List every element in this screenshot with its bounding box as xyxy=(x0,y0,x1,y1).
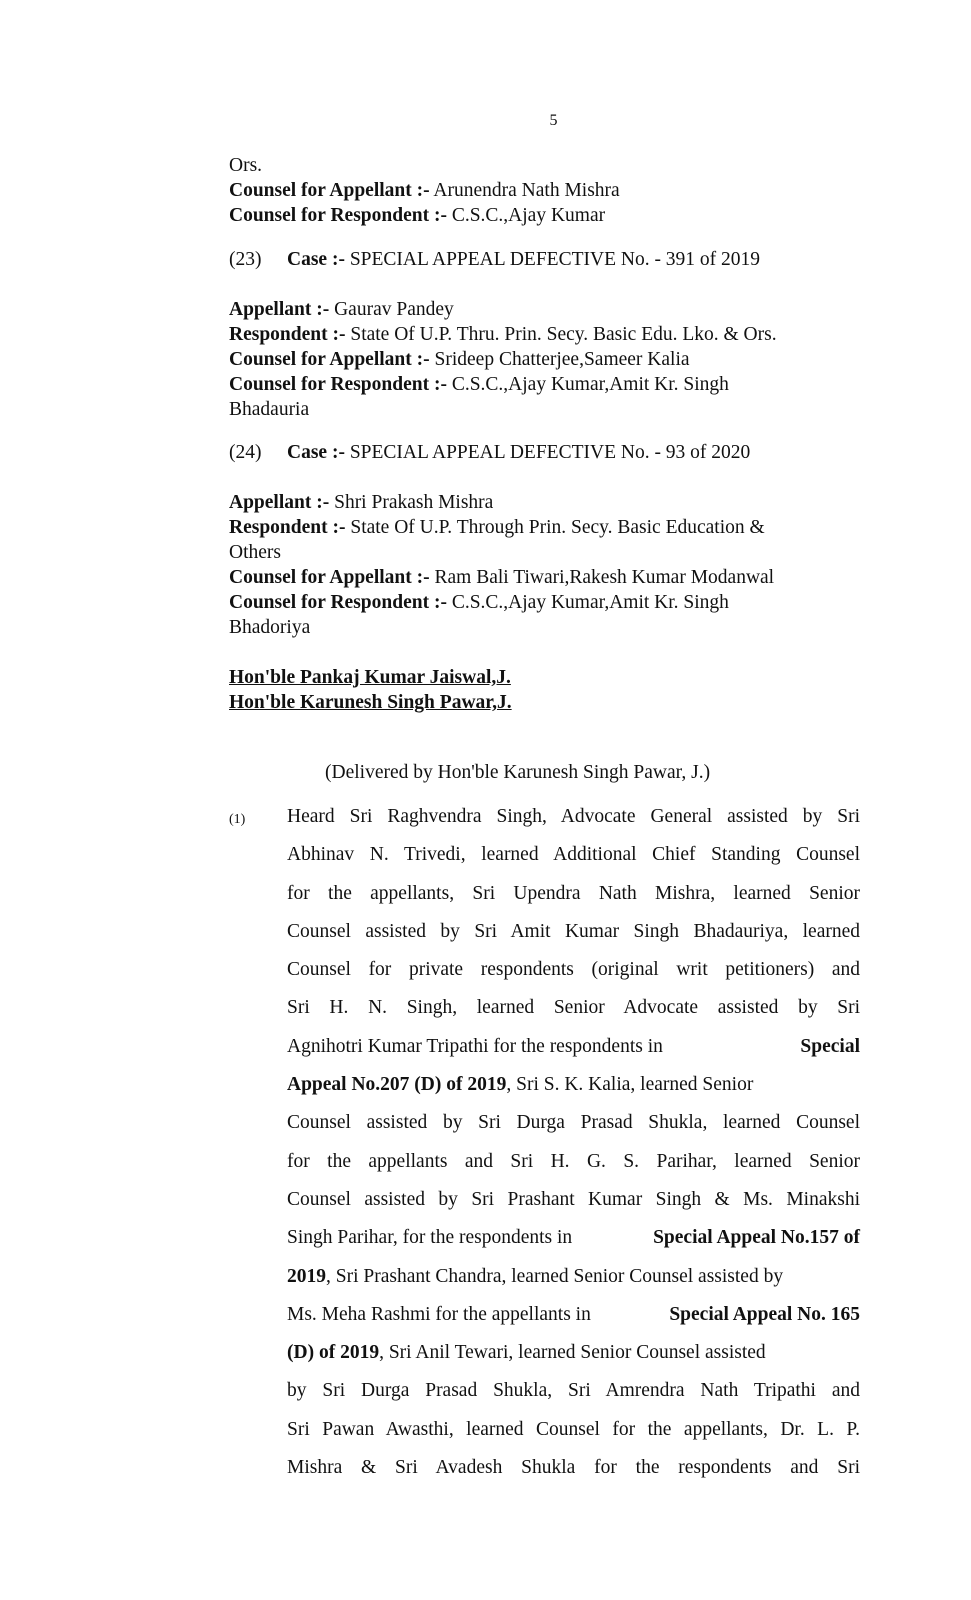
para-line: (D) of 2019, Sri Anil Tewari, learned Senior Counsel assisted xyxy=(287,1342,766,1364)
case-24-counsel-respondent: Counsel for Respondent :- C.S.C.,Ajay Kumar,Amit Kr. Singh xyxy=(229,592,729,613)
para-line: Mishra & Sri Avadesh Shukla for the respondents and Sri xyxy=(287,1457,860,1479)
counsel-respondent-line: Counsel for Respondent :- C.S.C.,Ajay Kumar xyxy=(229,205,606,226)
paragraph-1 xyxy=(287,802,860,1491)
para-line: Sri H. N. Singh, learned Senior Advocate assisted by Sri xyxy=(287,997,860,1019)
counsel-appellant-line: Counsel for Appellant :- Arunendra Nath Mishra xyxy=(229,180,620,201)
para-line: for the appellants, Sri Upendra Nath Mishra, learned Senior xyxy=(287,882,860,904)
delivered-by: (Delivered by Hon'ble Karunesh Singh Pawar, J.) xyxy=(325,762,711,783)
para-line: Abhinav N. Trivedi, learned Additional Chief Standing Counsel xyxy=(287,844,860,866)
case-23-respondent: Respondent :- State Of U.P. Thru. Prin. Secy. Basic Edu. Lko. & Ors. xyxy=(229,324,777,345)
case-24-respondent-cont: Others xyxy=(229,542,281,563)
case-24-counsel-appellant: Counsel for Appellant :- Ram Bali Tiwari,Rakesh Kumar Modanwal xyxy=(229,567,775,588)
ors-line: Ors. xyxy=(229,155,263,176)
para-line: Counsel assisted by Sri Amit Kumar Singh Bhadauriya, learned xyxy=(287,920,860,942)
para-line: for the appellants and Sri H. G. S. Parihar, learned Senior xyxy=(287,1150,860,1172)
case-23-counsel-respondent-cont: Bhadauria xyxy=(229,399,310,420)
para-line: Appeal No.207 (D) of 2019, Sri S. K. Kalia, learned Senior xyxy=(287,1074,754,1096)
bench-judge-1: Hon'ble Pankaj Kumar Jaiswal,J. xyxy=(229,667,511,688)
case-23-counsel-appellant: Counsel for Appellant :- Srideep Chatterjee,Sameer Kalia xyxy=(229,349,690,370)
para-line: Singh Parihar, for the respondents in Special Appeal No.157 of xyxy=(287,1227,860,1249)
para-line: Counsel assisted by Sri Durga Prasad Shukla, learned Counsel xyxy=(287,1112,860,1134)
para-line: by Sri Durga Prasad Shukla, Sri Amrendra Nath Tripathi and xyxy=(287,1380,860,1402)
para-line: 2019, Sri Prashant Chandra, learned Senior Counsel assisted by xyxy=(287,1265,784,1287)
case-24-counsel-respondent-cont: Bhadoriya xyxy=(229,617,311,638)
page-number: 5 xyxy=(549,112,558,129)
para-line: Ms. Meha Rashmi for the appellants in Special Appeal No. 165 xyxy=(287,1303,860,1325)
para-line: Heard Sri Raghvendra Singh, Advocate General assisted by Sri xyxy=(287,806,860,827)
case-24-respondent: Respondent :- State Of U.P. Through Prin. Secy. Basic Education & xyxy=(229,517,765,538)
case-23-appellant: Appellant :- Gaurav Pandey xyxy=(229,299,454,320)
case-24-appellant: Appellant :- Shri Prakash Mishra xyxy=(229,492,494,513)
para-line: Sri Pawan Awasthi, learned Counsel for the appellants, Dr. L. P. xyxy=(287,1418,860,1440)
case-23-counsel-respondent: Counsel for Respondent :- C.S.C.,Ajay Kumar,Amit Kr. Singh xyxy=(229,374,729,395)
paragraph-number: (1) xyxy=(229,812,246,827)
para-line: Counsel assisted by Sri Prashant Kumar Singh & Ms. Minakshi xyxy=(287,1188,860,1210)
para-line: Agnihotri Kumar Tripathi for the respondents in Special xyxy=(287,1035,860,1057)
para-line: Counsel for private respondents (original writ petitioners) and xyxy=(287,959,860,981)
bench-judge-2: Hon'ble Karunesh Singh Pawar,J. xyxy=(229,692,512,713)
